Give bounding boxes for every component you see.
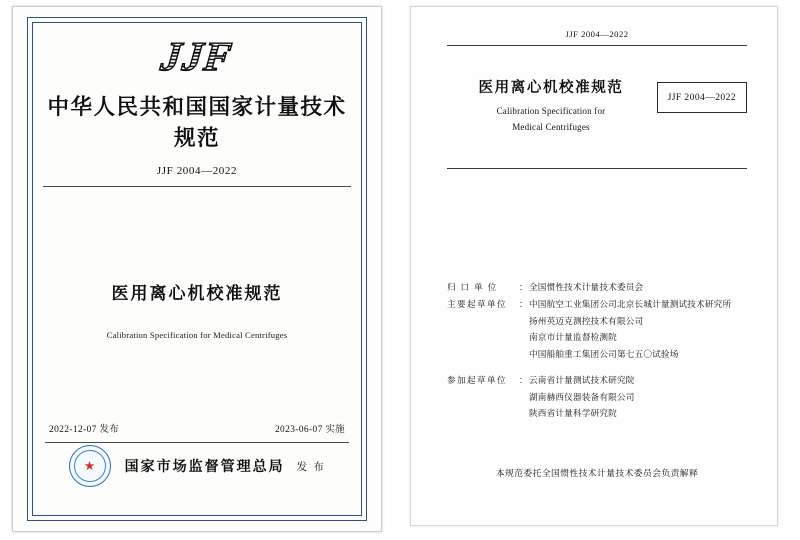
cover-divider-bottom: [45, 442, 349, 443]
inner-page-header-code: JJF 2004—2022: [565, 29, 629, 39]
inner-title-cn: 医用离心机校准规范: [478, 79, 624, 96]
meta-values: [529, 372, 747, 422]
meta-value: 云南省计量测试技术研究院: [529, 374, 635, 385]
meta-label: 归 口 单 位: [447, 282, 498, 292]
jjf-logo: [39, 35, 355, 81]
meta-values: [529, 279, 747, 296]
meta-value: 湖南赫西仪器装备有限公司: [529, 391, 635, 402]
meta-label: 参加起草单位: [447, 374, 507, 385]
cover-page: [0, 0, 390, 540]
meta-colon: ：: [519, 374, 528, 385]
inner-divider-bottom: [447, 168, 747, 169]
cover-issuer-name: 国家市场监督管理总局: [124, 459, 285, 475]
inner-meta-block: [447, 279, 747, 422]
cover-issuer-row: [39, 445, 355, 487]
meta-colon: ：: [519, 298, 528, 309]
meta-value: 中国航空工业集团公司北京长城计量测试技术研究所: [529, 298, 732, 309]
inner-page: [404, 0, 790, 540]
cover-sheet: [12, 6, 382, 532]
meta-value: 中国船舶重工集团公司第七五〇试验场: [529, 349, 679, 359]
inner-title-en-line2: Medical Centrifuges: [512, 122, 590, 132]
meta-row: [447, 296, 747, 363]
meta-value: 南京市计量监督检测院: [529, 332, 617, 343]
inner-title-block: [447, 76, 747, 154]
meta-value: 陕西省计量科学研究院: [529, 408, 617, 419]
meta-value: 全国惯性技术计量技术委员会: [529, 282, 644, 292]
cover-content: [39, 29, 355, 509]
meta-spacer: [447, 363, 747, 372]
meta-value: 扬州英迈克测控技术有限公司: [529, 315, 644, 326]
meta-colon: ：: [519, 282, 528, 292]
meta-values: [529, 296, 747, 363]
cover-dates: [49, 421, 345, 435]
cover-divider-top: [43, 186, 351, 187]
cover-issuer-suffix: 发 布: [296, 460, 326, 473]
jjf-logo-text: JJF: [155, 35, 239, 80]
meta-label: 主要起草单位: [447, 298, 507, 309]
cover-standard-code: JJF 2004—2022: [156, 165, 238, 177]
inner-sheet: [410, 6, 778, 526]
inner-divider-top: [447, 45, 747, 46]
inner-footer-note: 本规范委托全国惯性技术计量技术委员会负责解释: [495, 468, 699, 478]
cover-document-title-en: Calibration Specification for Medical Centrifuges: [106, 330, 288, 340]
cover-national-title: 中华人民共和国国家计量技术规范: [47, 95, 347, 151]
cover-effective-date: 2023-06-07 实施: [274, 425, 345, 435]
cover-issue-date: 2022-12-07 发布: [49, 425, 120, 435]
cover-document-title: 医用离心机校准规范: [111, 284, 283, 304]
seal-star-icon: ★: [84, 460, 95, 473]
meta-row: [447, 279, 747, 296]
national-emblem-seal-icon: [69, 445, 111, 487]
inner-title-en-line1: Calibration Specification for: [496, 106, 606, 116]
meta-row: [447, 372, 747, 422]
inner-content: [447, 29, 747, 509]
inner-standard-code-box: JJF 2004—2022: [657, 82, 747, 113]
